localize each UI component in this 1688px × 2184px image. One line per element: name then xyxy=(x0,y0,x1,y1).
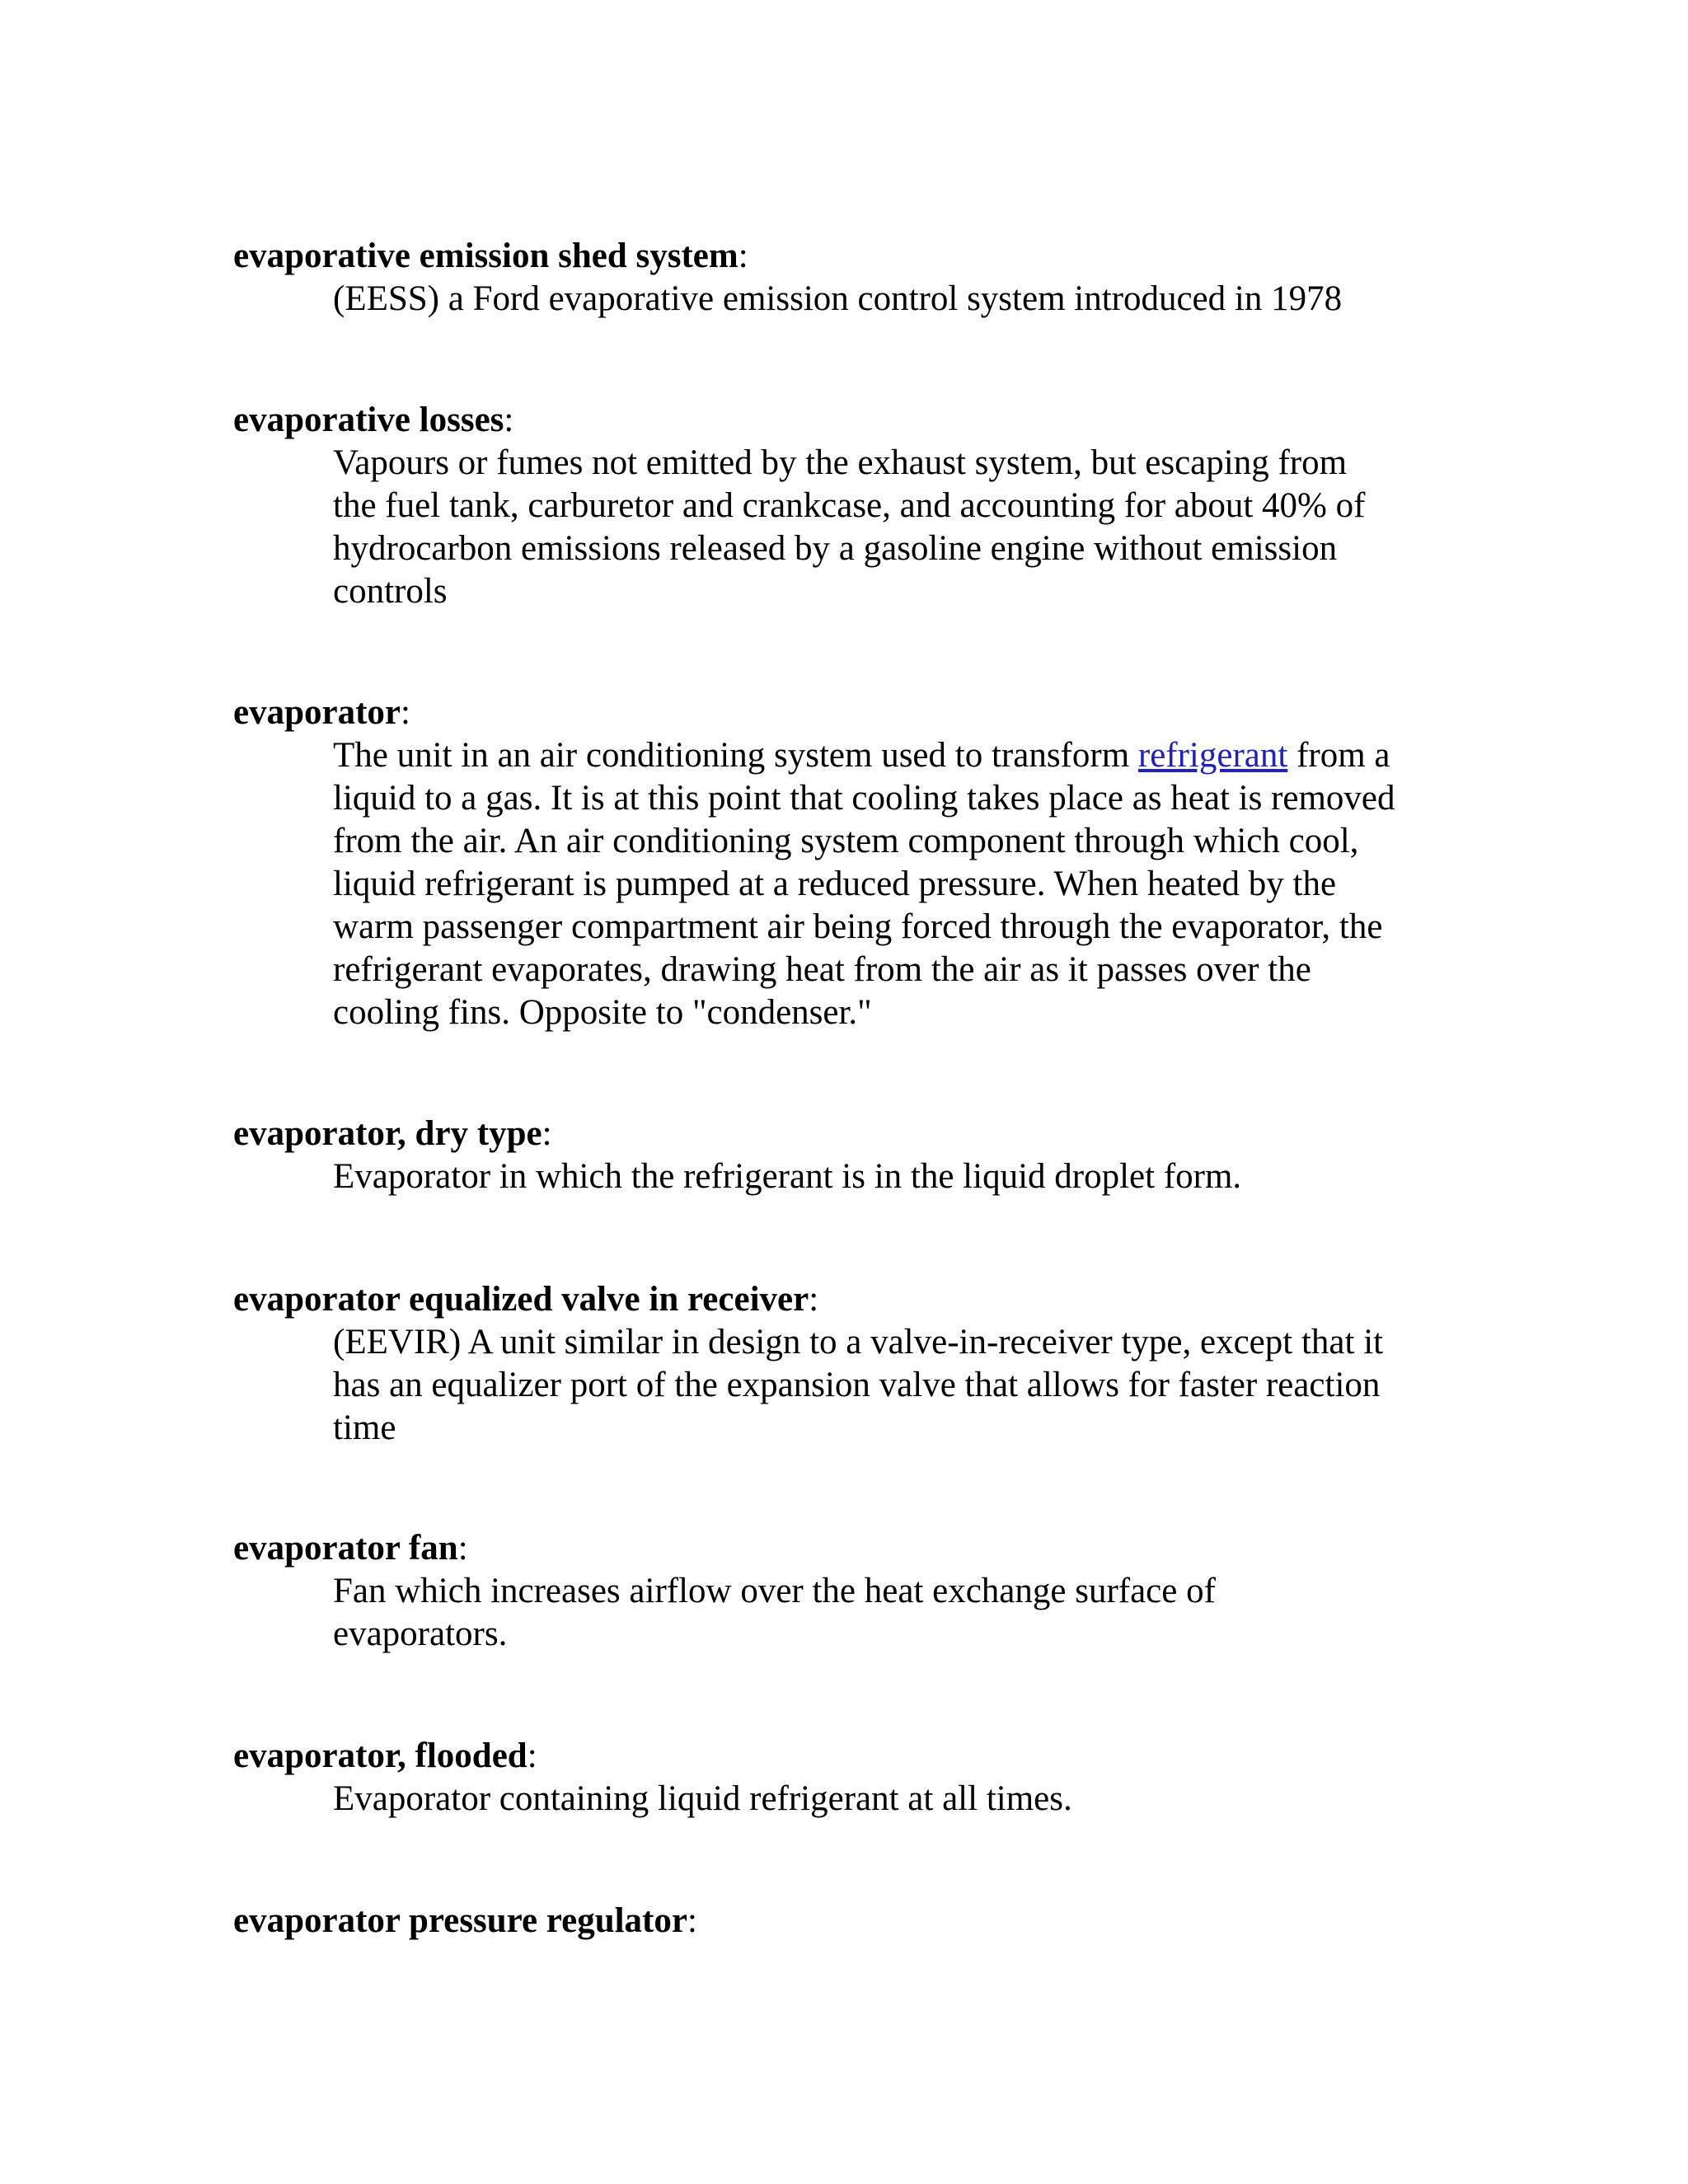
definition-line: warm passenger compartment air being forced through the evaporator, the xyxy=(333,907,1383,946)
definition-line: liquid to a gas. It is at this point that cooling takes place as heat is removed xyxy=(333,779,1395,818)
glossary-entry xyxy=(233,1900,1470,1943)
definition-line: Vapours or fumes not emitted by the exhaust system, but escaping from xyxy=(333,443,1348,482)
definition-line: hydrocarbon emissions released by a gasoline engine without emission xyxy=(333,529,1338,568)
definition-line: Fan which increases airflow over the heat exchange surface of xyxy=(333,1572,1216,1610)
entry-definition xyxy=(333,734,1470,1034)
glossary-entry xyxy=(233,1278,1470,1450)
term-colon: : xyxy=(457,1529,468,1568)
entry-term: evaporator pressure regulator xyxy=(233,1901,687,1940)
definition-line: refrigerant evaporates, drawing heat from the air as it passes over the xyxy=(333,950,1311,989)
term-colon: : xyxy=(738,237,748,275)
definition-text: from a xyxy=(1287,736,1390,775)
refrigerant-link[interactable]: refrigerant xyxy=(1137,736,1288,775)
definition-line: cooling fins. Opposite to "condenser." xyxy=(333,993,872,1032)
definition-line xyxy=(333,734,1470,777)
glossary-entry xyxy=(233,1735,1470,1821)
term-colon: : xyxy=(809,1280,819,1319)
entry-term-line xyxy=(233,1278,1470,1321)
term-colon: : xyxy=(527,1736,537,1775)
definition-line: time xyxy=(333,1408,396,1447)
definition-line: (EEVIR) A unit similar in design to a valve-in-receiver type, except that it xyxy=(333,1323,1384,1361)
glossary-entry xyxy=(233,691,1470,1034)
entry-definition xyxy=(333,278,1470,321)
definition-line: liquid refrigerant is pumped at a reduced pressure. When heated by the xyxy=(333,865,1337,903)
entry-term-line xyxy=(233,1735,1470,1778)
entry-definition xyxy=(333,1778,1470,1821)
entry-definition xyxy=(333,442,1470,613)
entry-term: evaporator xyxy=(233,693,401,732)
glossary-entry xyxy=(233,1527,1470,1656)
definition-line: Evaporator containing liquid refrigerant at all times. xyxy=(333,1779,1072,1818)
term-colon: : xyxy=(687,1901,697,1940)
definition-line: (EESS) a Ford evaporative emission control system introduced in 1978 xyxy=(333,279,1343,318)
glossary-entry xyxy=(233,399,1470,613)
glossary-entry xyxy=(233,235,1470,321)
entry-term-line xyxy=(233,1113,1470,1155)
entry-definition xyxy=(333,1155,1470,1198)
entry-term-line xyxy=(233,235,1470,278)
entry-term: evaporative losses xyxy=(233,401,504,439)
glossary-entry xyxy=(233,1113,1470,1198)
entry-definition xyxy=(333,1570,1470,1656)
definition-line: has an equalizer port of the expansion valve that allows for faster reaction xyxy=(333,1366,1381,1404)
term-colon: : xyxy=(542,1114,552,1153)
definition-line: from the air. An air conditioning system component through which cool, xyxy=(333,822,1359,860)
entry-term-line xyxy=(233,1900,1470,1943)
definition-line: Evaporator in which the refrigerant is in the liquid droplet form. xyxy=(333,1157,1242,1196)
definition-line: controls xyxy=(333,572,448,611)
term-colon: : xyxy=(504,401,514,439)
entry-term-line xyxy=(233,691,1470,734)
entry-term: evaporator, flooded xyxy=(233,1736,528,1775)
entry-term: evaporative emission shed system xyxy=(233,237,738,275)
entry-term-line xyxy=(233,399,1470,442)
entry-term: evaporator, dry type xyxy=(233,1114,542,1153)
entry-term: evaporator equalized valve in receiver xyxy=(233,1280,809,1319)
entry-definition xyxy=(333,1321,1470,1450)
term-colon: : xyxy=(401,693,410,732)
entry-term: evaporator fan xyxy=(233,1529,458,1568)
definition-text: The unit in an air conditioning system used to transform xyxy=(333,736,1138,775)
definition-line: the fuel tank, carburetor and crankcase, and accounting for about 40% of xyxy=(333,486,1366,525)
entry-term-line xyxy=(233,1527,1470,1570)
definition-line: evaporators. xyxy=(333,1615,508,1653)
